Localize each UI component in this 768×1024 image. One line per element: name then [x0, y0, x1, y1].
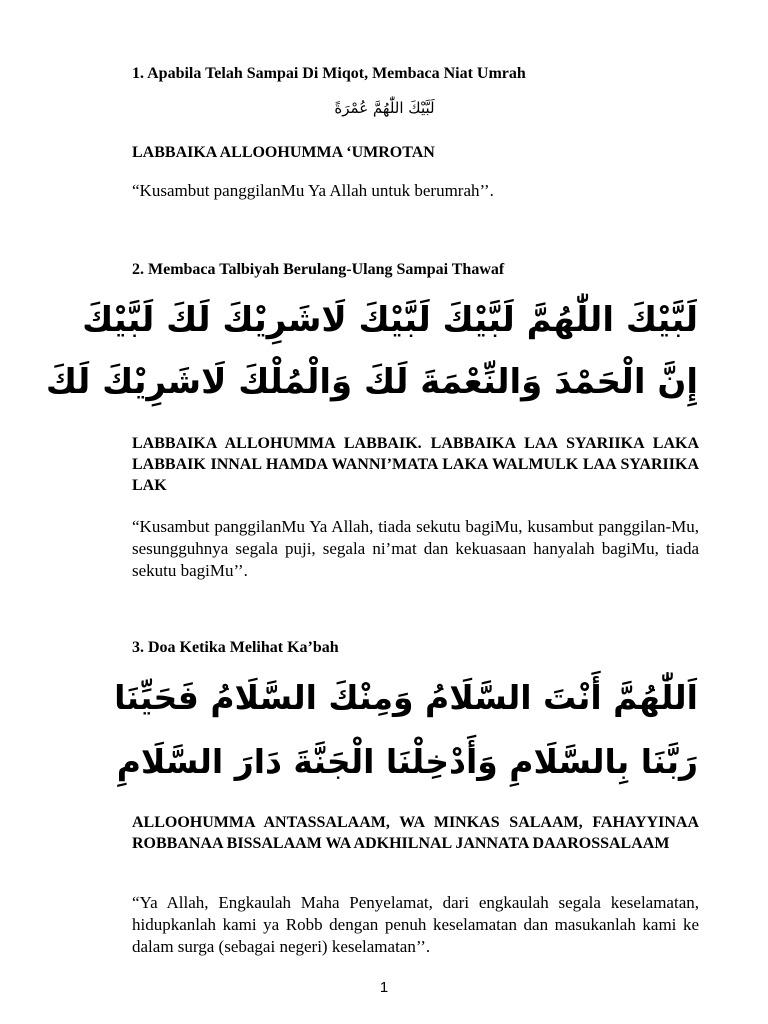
page-number: 1: [379, 979, 389, 996]
section-3-arabic-line-1: اَللّٰهُمَّ أَنْتَ السَّلَامُ وَمِنْكَ السَّلَامُ فَحَيِّنَا: [114, 678, 698, 717]
section-2-arabic-line-2: إِنَّ الْحَمْدَ وَالنِّعْمَةَ لَكَ وَالْمُلْكَ لَاشَرِيْكَ لَكَ: [45, 362, 698, 402]
section-1-heading: 1. Apabila Telah Sampai Di Miqot, Membaca Niat Umrah: [132, 65, 526, 82]
section-2-arabic-line-1: لَبَّيْكَ اللّٰهُمَّ لَبَّيْكَ لَبَّيْكَ لَاشَرِيْكَ لَكَ لَبَّيْكَ: [82, 300, 698, 340]
section-2-heading: 2. Membaca Talbiyah Berulang-Ulang Sampai Thawaf: [132, 261, 505, 278]
section-1-translation: “Kusambut panggilanMu Ya Allah untuk berumrah’’.: [132, 181, 494, 200]
section-1-transliteration: LABBAIKA ALLOOHUMMA ‘UMROTAN: [132, 144, 435, 161]
section-1-arabic-line-1: لَبَّيْكَ اللّٰهُمَّ عُمْرَةً: [334, 99, 435, 117]
section-3-arabic-line-2: رَبَّنَا بِالسَّلَامِ وَأَدْخِلْنَا الْجَنَّةَ دَارَ السَّلَامِ: [116, 742, 698, 781]
section-2-transliteration: LABBAIKA ALLOHUMMA LABBAIK. LABBAIKA LAA SYARIIKA LAKA LABBAIK INNAL HAMDA WANNI’MATA LAKA WALMULK LAA SYARIIKA LAK: [132, 435, 699, 494]
section-3-heading: 3. Doa Ketika Melihat Ka’bah: [132, 639, 339, 656]
section-2-translation: “Kusambut panggilanMu Ya Allah, tiada sekutu bagiMu, kusambut panggilan-Mu, sesungguhnya segala puji, segala ni’mat dan kekuasaan hanyalah bagiMu, tiada sekutu bagiMu’’.: [132, 517, 699, 580]
section-3-translation: “Ya Allah, Engkaulah Maha Penyelamat, dari engkaulah segala keselamatan, hidupkanlah kami ya Robb dengan penuh keselamatan dan masukanlah kami ke dalam surga (sebagai negeri) keselamatan’’.: [132, 893, 699, 956]
section-3-transliteration: ALLOOHUMMA ANTASSALAAM, WA MINKAS SALAAM, FAHAYYINAA ROBBANAA BISSALAAM WA ADKHILNAL JANNATA DAAROSSALAAM: [132, 814, 699, 852]
